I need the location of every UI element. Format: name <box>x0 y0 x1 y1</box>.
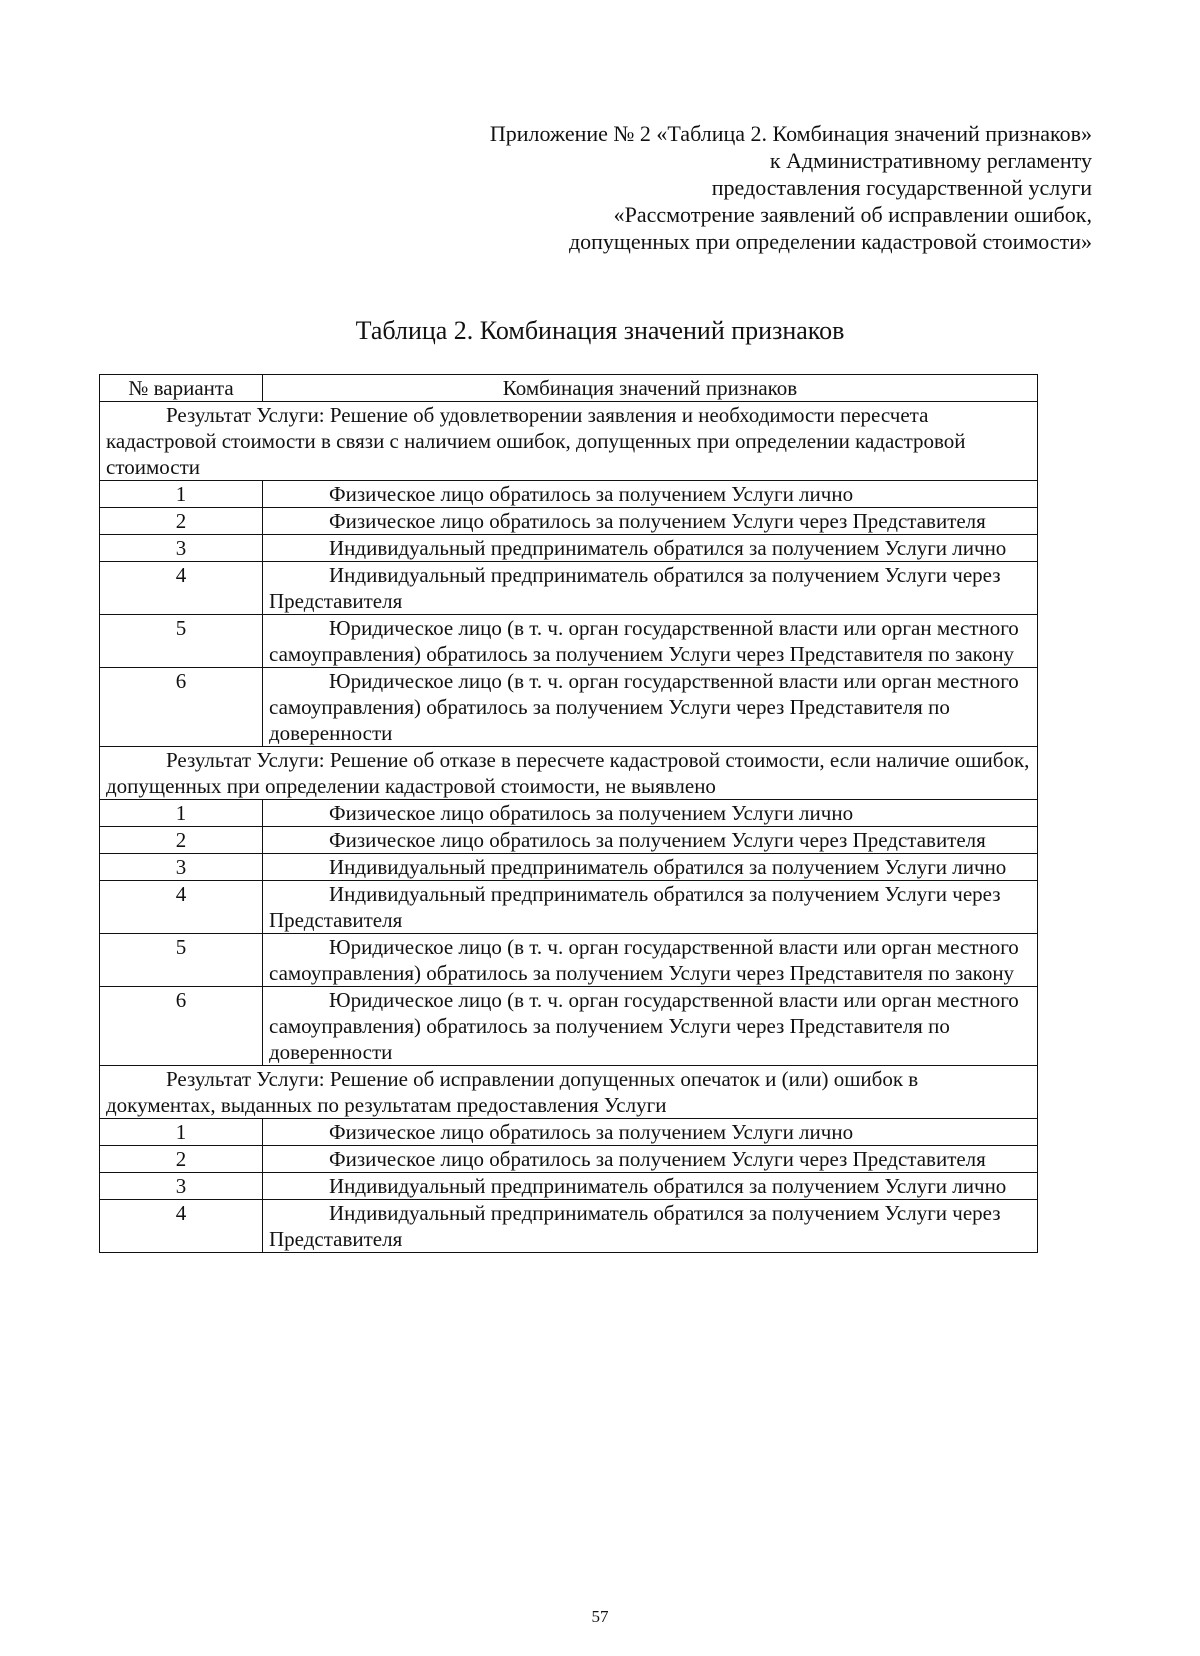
variant-description: Физическое лицо обратилось за получением Услуги лично <box>263 800 1038 827</box>
variant-description: Физическое лицо обратилось за получением Услуги лично <box>263 1119 1038 1146</box>
appendix-line: допущенных при определении кадастровой стоимости» <box>568 229 1092 254</box>
header-combination: Комбинация значений признаков <box>263 375 1038 402</box>
variant-description: Индивидуальный предприниматель обратился за получением Услуги лично <box>263 1173 1038 1200</box>
header-variant-number: № варианта <box>100 375 263 402</box>
variant-description: Физическое лицо обратилось за получением Услуги лично <box>263 481 1038 508</box>
appendix-line: Приложение № 2 «Таблица 2. Комбинация значений признаков» <box>489 121 1092 146</box>
table-row <box>100 854 1038 881</box>
variant-description: Юридическое лицо (в т. ч. орган государственной власти или орган местного самоуправления) обратилось за получением Услуги через Представителя по доверенности <box>263 987 1038 1066</box>
table-body <box>100 402 1038 1253</box>
variant-description: Физическое лицо обратилось за получением Услуги через Представителя <box>263 827 1038 854</box>
variant-number: 2 <box>100 827 263 854</box>
section-result-row <box>100 402 1038 481</box>
section-result-text <box>100 747 1038 800</box>
variant-number: 1 <box>100 800 263 827</box>
variant-description: Индивидуальный предприниматель обратился за получением Услуги лично <box>263 854 1038 881</box>
section-result-label: Результат Услуги: Решение об удовлетворении заявления и необходимости пересчета кадастровой стоимости в связи с наличием ошибок, допущенных при определении кадастровой стоимости <box>106 403 966 479</box>
table-row <box>100 1200 1038 1253</box>
variant-number: 3 <box>100 1173 263 1200</box>
variant-description: Индивидуальный предприниматель обратился за получением Услуги через Представителя <box>263 1200 1038 1253</box>
variant-description: Физическое лицо обратилось за получением Услуги через Представителя <box>263 508 1038 535</box>
table-row <box>100 1173 1038 1200</box>
variant-number: 5 <box>100 615 263 668</box>
table-row <box>100 934 1038 987</box>
variant-number: 6 <box>100 668 263 747</box>
variant-number: 5 <box>100 934 263 987</box>
variant-number: 2 <box>100 1146 263 1173</box>
variant-description: Индивидуальный предприниматель обратился за получением Услуги через Представителя <box>263 881 1038 934</box>
variant-description: Юридическое лицо (в т. ч. орган государственной власти или орган местного самоуправления) обратилось за получением Услуги через Представителя по закону <box>263 934 1038 987</box>
table-row <box>100 668 1038 747</box>
section-result-text <box>100 402 1038 481</box>
appendix-header <box>392 120 1092 255</box>
table-header-row <box>100 375 1038 402</box>
table-row <box>100 1119 1038 1146</box>
variant-number: 3 <box>100 535 263 562</box>
table-row <box>100 987 1038 1066</box>
section-result-row <box>100 1066 1038 1119</box>
variant-description: Юридическое лицо (в т. ч. орган государственной власти или орган местного самоуправления) обратилось за получением Услуги через Представителя по закону <box>263 615 1038 668</box>
variant-number: 6 <box>100 987 263 1066</box>
appendix-line: «Рассмотрение заявлений об исправлении ошибок, <box>613 202 1092 227</box>
page-number: 57 <box>591 1607 609 1626</box>
variant-number: 4 <box>100 881 263 934</box>
variant-number: 4 <box>100 562 263 615</box>
section-result-label: Результат Услуги: Решение об исправлении допущенных опечаток и (или) ошибок в документах, выданных по результатам предоставления Услуги <box>106 1067 919 1117</box>
section-result-row <box>100 747 1038 800</box>
table-row <box>100 615 1038 668</box>
variant-number: 4 <box>100 1200 263 1253</box>
variant-number: 3 <box>100 854 263 881</box>
table-row <box>100 535 1038 562</box>
table-row <box>100 481 1038 508</box>
combination-table <box>99 374 1038 1253</box>
appendix-line: к Административному регламенту <box>769 148 1092 173</box>
table-row <box>100 562 1038 615</box>
table-title: Таблица 2. Комбинация значений признаков <box>355 316 845 345</box>
variant-number: 1 <box>100 1119 263 1146</box>
variant-description: Физическое лицо обратилось за получением Услуги через Представителя <box>263 1146 1038 1173</box>
section-result-label: Результат Услуги: Решение об отказе в пересчете кадастровой стоимости, если наличие ошибок, допущенных при определении кадастровой стоимости, не выявлено <box>106 748 1030 798</box>
table-row <box>100 827 1038 854</box>
variant-number: 1 <box>100 481 263 508</box>
table-row <box>100 508 1038 535</box>
table-row <box>100 1146 1038 1173</box>
section-result-text <box>100 1066 1038 1119</box>
variant-description: Юридическое лицо (в т. ч. орган государственной власти или орган местного самоуправления) обратилось за получением Услуги через Представителя по доверенности <box>263 668 1038 747</box>
variant-number: 2 <box>100 508 263 535</box>
table-row <box>100 800 1038 827</box>
appendix-line: предоставления государственной услуги <box>711 175 1092 200</box>
variant-description: Индивидуальный предприниматель обратился за получением Услуги лично <box>263 535 1038 562</box>
variant-description: Индивидуальный предприниматель обратился за получением Услуги через Представителя <box>263 562 1038 615</box>
table-row <box>100 881 1038 934</box>
